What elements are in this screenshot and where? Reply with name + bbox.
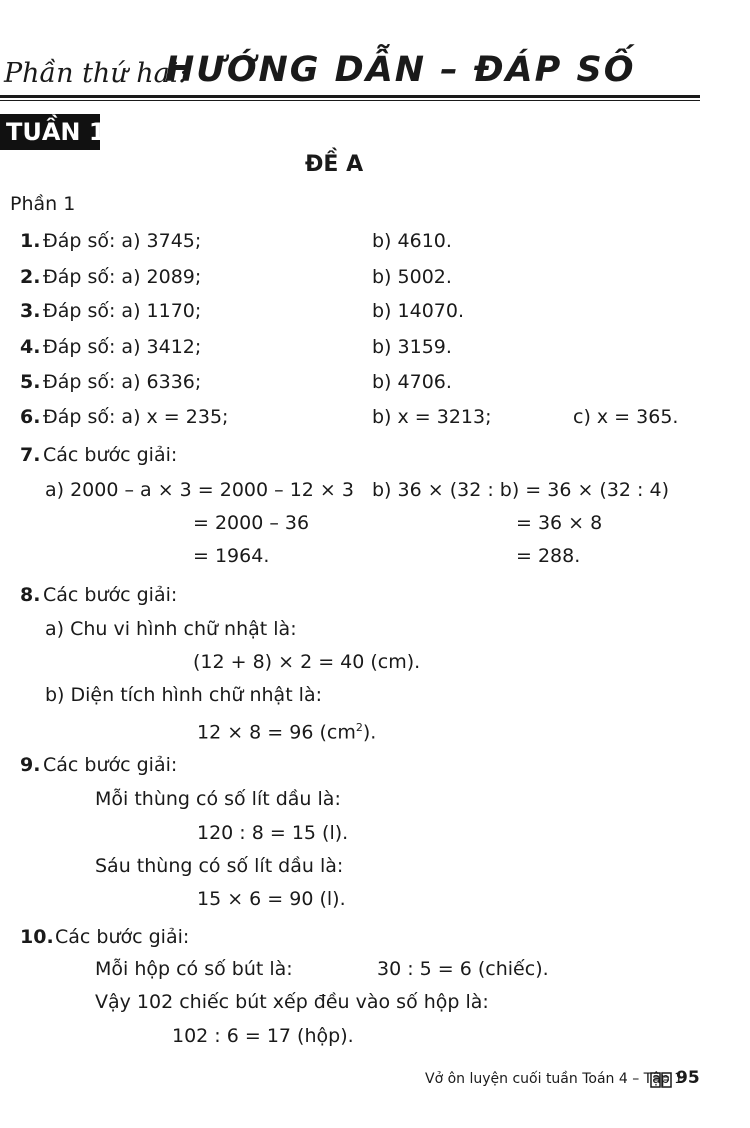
section-title: Phần 1 bbox=[10, 193, 76, 215]
q9-calc-1: 120 : 8 = 15 (l). bbox=[197, 822, 349, 844]
q10-text-1: Mỗi hộp có số bút là: bbox=[95, 958, 293, 980]
answer-1-number: 1. bbox=[20, 230, 41, 252]
q8-label: Các bước giải: bbox=[43, 584, 178, 606]
answer-4-text: Đáp số: a) 3412; bbox=[43, 336, 202, 358]
q7-a-line3: = 1964. bbox=[193, 545, 270, 567]
answer-3-number: 3. bbox=[20, 300, 41, 322]
answer-3-b: b) 14070. bbox=[372, 300, 464, 322]
q9-calc-2: 15 × 6 = 90 (l). bbox=[197, 888, 346, 910]
book-logo-icon bbox=[650, 1071, 672, 1089]
q7-label: Các bước giải: bbox=[43, 444, 178, 466]
exam-title: ĐỀ A bbox=[305, 152, 364, 177]
part-label: Phần thứ hai: bbox=[4, 58, 188, 89]
q9-text-1: Mỗi thùng có số lít dầu là: bbox=[95, 788, 341, 810]
answer-1-text: Đáp số: a) 3745; bbox=[43, 230, 202, 252]
answer-5-text: Đáp số: a) 6336; bbox=[43, 371, 202, 393]
q7-a-line2: = 2000 – 36 bbox=[193, 512, 310, 534]
answer-6-text: Đáp số: a) x = 235; bbox=[43, 406, 229, 428]
answer-4-b: b) 3159. bbox=[372, 336, 452, 358]
answer-3-text: Đáp số: a) 1170; bbox=[43, 300, 202, 322]
q9-number: 9. bbox=[20, 754, 41, 776]
q7-b-line3: = 288. bbox=[516, 545, 581, 567]
q7-b-line1: b) 36 × (32 : b) = 36 × (32 : 4) bbox=[372, 479, 669, 501]
answer-6-b: b) x = 3213; bbox=[372, 406, 492, 428]
q10-number: 10. bbox=[20, 926, 54, 948]
answer-2-text: Đáp số: a) 2089; bbox=[43, 266, 202, 288]
footer-book-title: Vở ôn luyện cuối tuần Toán 4 – Tập 1 bbox=[425, 1071, 684, 1087]
q10-calc-2: 102 : 6 = 17 (hộp). bbox=[172, 1025, 354, 1047]
q8-a-calc: (12 + 8) × 2 = 40 (cm). bbox=[193, 651, 421, 673]
answer-2-number: 2. bbox=[20, 266, 41, 288]
q7-b-line2: = 36 × 8 bbox=[516, 512, 603, 534]
answer-5-b: b) 4706. bbox=[372, 371, 452, 393]
answer-6-c: c) x = 365. bbox=[573, 406, 679, 428]
q10-calc-1: 30 : 5 = 6 (chiếc). bbox=[377, 958, 549, 980]
page-number: 95 bbox=[676, 1068, 700, 1088]
answer-5-number: 5. bbox=[20, 371, 41, 393]
q8-b-calc-end: ). bbox=[362, 721, 377, 744]
answer-4-number: 4. bbox=[20, 336, 41, 358]
q10-text-2: Vậy 102 chiếc bút xếp đều vào số hộp là: bbox=[95, 991, 489, 1013]
q10-label: Các bước giải: bbox=[55, 926, 190, 948]
title-rule-thick bbox=[0, 95, 700, 98]
q7-a-line1: a) 2000 – a × 3 = 2000 – 12 × 3 bbox=[45, 479, 354, 501]
answer-2-b: b) 5002. bbox=[372, 266, 452, 288]
q8-number: 8. bbox=[20, 584, 41, 606]
q8-b-calc bbox=[197, 717, 376, 743]
q8-b-text: b) Diện tích hình chữ nhật là: bbox=[45, 684, 323, 706]
title-rule-thin bbox=[0, 100, 700, 101]
q8-b-calc-sup: 2 bbox=[355, 721, 363, 734]
answer-1-b: b) 4610. bbox=[372, 230, 452, 252]
q9-label: Các bước giải: bbox=[43, 754, 178, 776]
q7-number: 7. bbox=[20, 444, 41, 466]
q8-b-calc-main: 12 × 8 = 96 (cm bbox=[197, 721, 356, 744]
answer-6-number: 6. bbox=[20, 406, 41, 428]
page-title: HƯỚNG DẪN – ĐÁP SỐ bbox=[165, 50, 636, 90]
q9-text-2: Sáu thùng có số lít dầu là: bbox=[95, 855, 344, 877]
q8-a-text: a) Chu vi hình chữ nhật là: bbox=[45, 618, 297, 640]
week-badge: TUẦN 1 bbox=[0, 114, 100, 150]
